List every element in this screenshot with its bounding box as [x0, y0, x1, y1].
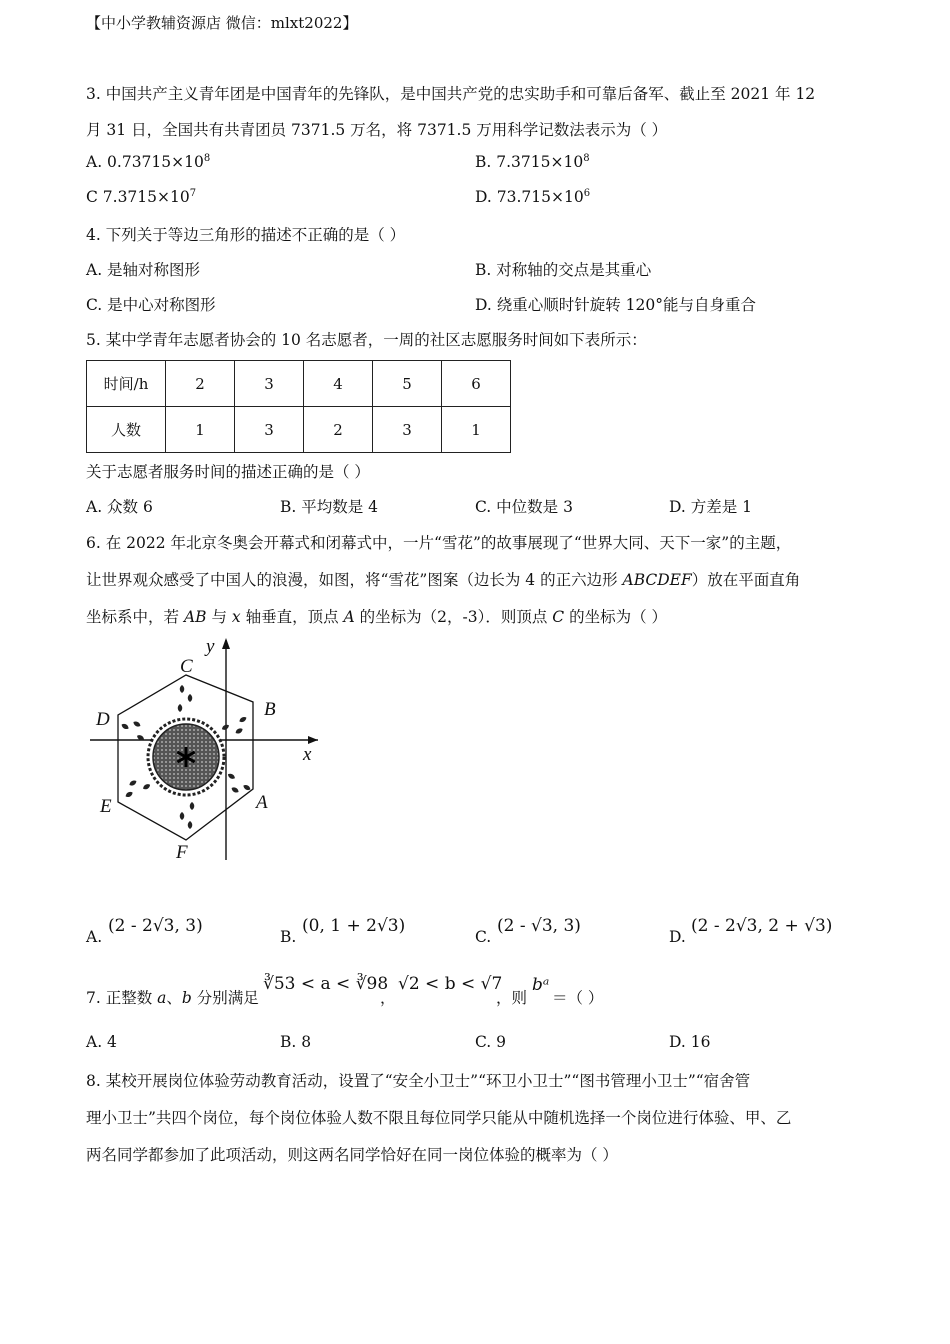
table-cell: 6 — [442, 361, 511, 407]
q7-option-a: A. 4 — [86, 1033, 117, 1051]
q6-option-c-expr: (2 - √3, 3) — [497, 916, 581, 936]
q5-data-table — [86, 360, 511, 453]
q3-option-b: B. $7.3715\times 10^8$ — [475, 153, 590, 171]
label-vertex-e: E — [100, 796, 112, 817]
table-header-cell: 人数 — [87, 407, 166, 453]
table-cell: 5 — [373, 361, 442, 407]
label-vertex-f: F — [176, 842, 188, 863]
q6-stem-line1: 6. 在 2022 年北京冬奥会开幕式和闭幕式中，一片“雪花”的故事展现了“世界大同、天下一家”的主题， — [86, 534, 792, 552]
table-row — [87, 361, 511, 407]
q4-option-d: D. 绕重心顺时针旋转 120°能与自身重合 — [475, 296, 756, 314]
label-y: y — [206, 636, 215, 657]
table-cell: 2 — [166, 361, 235, 407]
q6-option-a-expr: (2 - 2√3, 3) — [108, 916, 203, 936]
q3-stem-line2: 月 31 日，全国共有共青团员 7371.5 万名，将 7371.5 万用科学记数法表示为（ ） — [86, 121, 668, 139]
table-cell: 3 — [235, 407, 304, 453]
table-cell: 1 — [166, 407, 235, 453]
q6-option-b-expr: (0, 1 + 2√3) — [302, 916, 406, 936]
q3-option-a: A. $0.73715\times 10^8$ — [86, 153, 211, 171]
q5-option-a: A. 众数 6 — [86, 498, 153, 516]
q6-option-a-letter: A. — [86, 928, 103, 946]
table-cell: 3 — [235, 361, 304, 407]
q7-comma: ， — [380, 989, 396, 1007]
q6-stem-line3: 坐标系中，若 AB 与 x 轴垂直，顶点 A 的坐标为（2，-3）．则顶点 C 的坐标为（ ） — [86, 608, 668, 626]
q7-inequality-a: ∛53 < a < ∛98 — [263, 974, 389, 994]
q4-stem: 4. 下列关于等边三角形的描述不正确的是（ ） — [86, 226, 406, 244]
q6-stem-line2: 让世界观众感受了中国人的浪漫，如图，将“雪花”图案（边长为 4 的正六边形 ABCDEF）放在平面直角 — [86, 571, 801, 589]
header-watermark: 【中小学教辅资源店 微信：mlxt2022】 — [86, 14, 358, 32]
q5-option-d: D. 方差是 1 — [669, 498, 753, 516]
table-row — [87, 407, 511, 453]
table-cell: 4 — [304, 361, 373, 407]
q5-question: 关于志愿者服务时间的描述正确的是（ ） — [86, 463, 370, 481]
q7-stem: 7. 正整数 a、b 分别满足 — [86, 989, 259, 1007]
x-axis-arrow-icon — [308, 736, 318, 744]
q7-then: ，则 — [496, 989, 528, 1007]
table-cell: 2 — [304, 407, 373, 453]
q6-option-d-expr: (2 - 2√3, 2 + √3) — [691, 916, 833, 936]
q8-stem-line3: 两名同学都参加了此项活动，则这两名同学恰好在同一岗位体验的概率为（ ） — [86, 1146, 618, 1164]
label-vertex-a: A — [256, 792, 268, 813]
label-vertex-c: C — [180, 656, 193, 677]
q8-stem-line2: 理小卫士”共四个岗位，每个岗位体验人数不限且每位同学只能从中随机选择一个岗位进行体验、甲、乙 — [86, 1109, 792, 1127]
q4-option-c: C. 是中心对称图形 — [86, 296, 216, 314]
q6-option-c-letter: C. — [475, 928, 492, 946]
q4-option-b: B. 对称轴的交点是其重心 — [475, 261, 652, 279]
table-cell: 3 — [373, 407, 442, 453]
q4-option-a: A. 是轴对称图形 — [86, 261, 201, 279]
q7-power-expr: bᵃ — [532, 975, 550, 995]
q5-option-c: C. 中位数是 3 — [475, 498, 573, 516]
snowflake-hexagon-figure — [80, 630, 340, 870]
q5-stem: 5. 某中学青年志愿者协会的 10 名志愿者，一周的社区志愿服务时间如下表所示： — [86, 331, 647, 349]
y-axis-arrow-icon — [222, 638, 230, 649]
q6-option-b-letter: B. — [280, 928, 297, 946]
q3-option-c: C $7.3715\times 10^7$ — [86, 188, 197, 206]
q3-stem-line1: 3. 中国共产主义青年团是中国青年的先锋队，是中国共产党的忠实助手和可靠后备军、截止至 2021 年 12 — [86, 85, 816, 103]
q7-option-c: C. 9 — [475, 1033, 507, 1051]
q7-inequality-b: √2 < b < √7 — [398, 974, 503, 994]
q8-stem-line1: 8. 某校开展岗位体验劳动教育活动，设置了“安全小卫士”“环卫小卫士”“图书管理小卫士”“宿舍管 — [86, 1072, 751, 1090]
q6-option-d-letter: D. — [669, 928, 686, 946]
label-x: x — [303, 744, 312, 765]
label-vertex-b: B — [264, 699, 276, 720]
label-vertex-d: D — [96, 709, 110, 730]
table-cell: 1 — [442, 407, 511, 453]
table-header-cell: 时间/h — [87, 361, 166, 407]
q3-option-d: D. $73.715\times 10^6$ — [475, 188, 591, 206]
q5-option-b: B. 平均数是 4 — [280, 498, 379, 516]
q7-option-b: B. 8 — [280, 1033, 312, 1051]
q7-end: ＝（ ） — [552, 989, 604, 1007]
q7-option-d: D. 16 — [669, 1033, 711, 1051]
